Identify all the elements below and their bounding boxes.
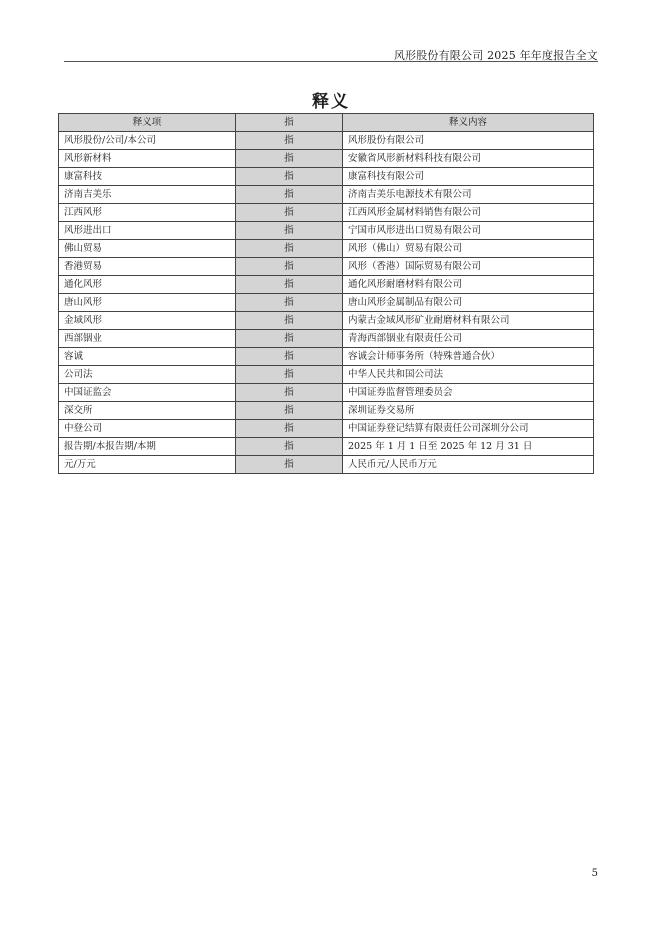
table-row <box>59 294 594 312</box>
meaning-cell: 容诚会计师事务所（特殊普通合伙） <box>343 348 594 366</box>
term-cell: 报告期/本报告期/本期 <box>59 438 236 456</box>
ref-cell: 指 <box>236 330 343 348</box>
table-row <box>59 204 594 222</box>
ref-cell: 指 <box>236 312 343 330</box>
table-header-row <box>59 114 594 132</box>
definitions-table <box>58 113 594 474</box>
meaning-cell: 人民币元/人民币万元 <box>343 456 594 474</box>
table-row <box>59 384 594 402</box>
meaning-cell: 风形股份有限公司 <box>343 132 594 150</box>
term-cell: 通化风形 <box>59 276 236 294</box>
term-cell: 风形股份/公司/本公司 <box>59 132 236 150</box>
ref-cell: 指 <box>236 276 343 294</box>
term-cell: 济南吉美乐 <box>59 186 236 204</box>
term-cell: 康富科技 <box>59 168 236 186</box>
term-cell: 容诚 <box>59 348 236 366</box>
section-title: 释义 <box>312 92 350 112</box>
meaning-cell: 宁国市风形进出口贸易有限公司 <box>343 222 594 240</box>
column-header-meaning: 释义内容 <box>343 114 594 132</box>
term-cell: 江西风形 <box>59 204 236 222</box>
term-cell: 佛山贸易 <box>59 240 236 258</box>
table-row <box>59 438 594 456</box>
meaning-cell: 中国证券监督管理委员会 <box>343 384 594 402</box>
table-row <box>59 420 594 438</box>
ref-cell: 指 <box>236 456 343 474</box>
meaning-cell: 风形（香港）国际贸易有限公司 <box>343 258 594 276</box>
ref-cell: 指 <box>236 168 343 186</box>
page-number: 5 <box>591 868 598 879</box>
term-cell: 风形进出口 <box>59 222 236 240</box>
table-body <box>59 132 594 474</box>
meaning-cell: 江西风形金属材料销售有限公司 <box>343 204 594 222</box>
table-row <box>59 402 594 420</box>
meaning-cell: 内蒙古金域风形矿业耐磨材料有限公司 <box>343 312 594 330</box>
term-cell: 中国证监会 <box>59 384 236 402</box>
term-cell: 深交所 <box>59 402 236 420</box>
term-cell: 唐山风形 <box>59 294 236 312</box>
column-header-term: 释义项 <box>59 114 236 132</box>
term-cell: 公司法 <box>59 366 236 384</box>
ref-cell: 指 <box>236 258 343 276</box>
table-row <box>59 348 594 366</box>
ref-cell: 指 <box>236 204 343 222</box>
meaning-cell: 安徽省风形新材料科技有限公司 <box>343 150 594 168</box>
ref-cell: 指 <box>236 240 343 258</box>
table-row <box>59 312 594 330</box>
column-header-ref: 指 <box>236 114 343 132</box>
meaning-cell: 中国证券登记结算有限责任公司深圳分公司 <box>343 420 594 438</box>
meaning-cell: 康富科技有限公司 <box>343 168 594 186</box>
meaning-cell: 唐山风形金属制品有限公司 <box>343 294 594 312</box>
ref-cell: 指 <box>236 402 343 420</box>
table-row <box>59 456 594 474</box>
table-row <box>59 186 594 204</box>
term-cell: 西部铟业 <box>59 330 236 348</box>
ref-cell: 指 <box>236 420 343 438</box>
ref-cell: 指 <box>236 438 343 456</box>
table-row <box>59 240 594 258</box>
term-cell: 中登公司 <box>59 420 236 438</box>
meaning-cell: 青海西部铟业有限责任公司 <box>343 330 594 348</box>
ref-cell: 指 <box>236 186 343 204</box>
table-row <box>59 222 594 240</box>
meaning-cell: 中华人民共和国公司法 <box>343 366 594 384</box>
running-header: 风形股份有限公司 2025 年年度报告全文 <box>393 49 598 62</box>
ref-cell: 指 <box>236 348 343 366</box>
table-row <box>59 330 594 348</box>
meaning-cell: 风形（佛山）贸易有限公司 <box>343 240 594 258</box>
term-cell: 元/万元 <box>59 456 236 474</box>
meaning-cell: 2025 年 1 月 1 日至 2025 年 12 月 31 日 <box>343 438 594 456</box>
term-cell: 香港贸易 <box>59 258 236 276</box>
ref-cell: 指 <box>236 132 343 150</box>
ref-cell: 指 <box>236 222 343 240</box>
term-cell: 金域风形 <box>59 312 236 330</box>
header-divider <box>64 61 598 62</box>
table-row <box>59 132 594 150</box>
meaning-cell: 通化风形耐磨材料有限公司 <box>343 276 594 294</box>
ref-cell: 指 <box>236 366 343 384</box>
ref-cell: 指 <box>236 384 343 402</box>
table-row <box>59 168 594 186</box>
term-cell: 风形新材料 <box>59 150 236 168</box>
meaning-cell: 深圳证券交易所 <box>343 402 594 420</box>
table-row <box>59 150 594 168</box>
table-row <box>59 366 594 384</box>
ref-cell: 指 <box>236 294 343 312</box>
ref-cell: 指 <box>236 150 343 168</box>
table-row <box>59 276 594 294</box>
meaning-cell: 济南吉美乐电源技术有限公司 <box>343 186 594 204</box>
table-row <box>59 258 594 276</box>
